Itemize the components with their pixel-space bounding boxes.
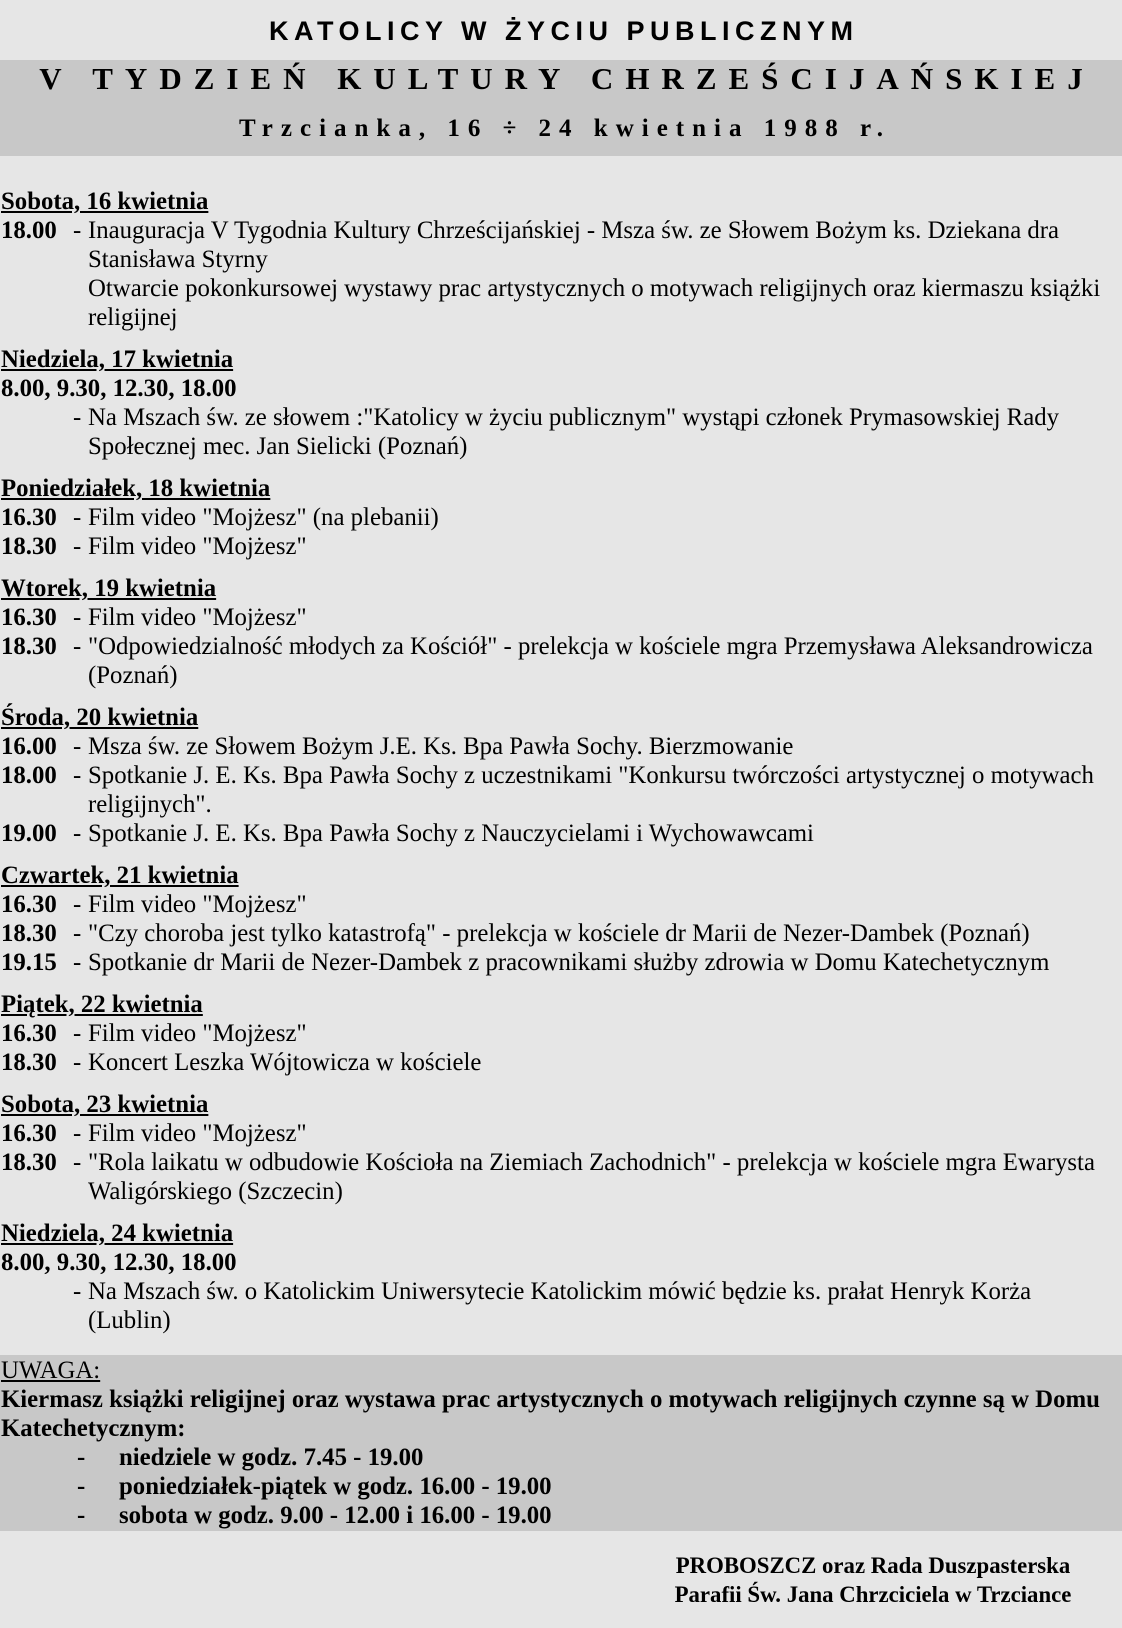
event-description-continued: Stanisława Styrny (88, 246, 268, 273)
event-line (0, 503, 1122, 532)
event-line (0, 274, 1122, 303)
notice-content (0, 1355, 1122, 1530)
day-heading: Piątek, 22 kwietnia (1, 991, 203, 1018)
event-dash: - (73, 1278, 82, 1305)
event-description-continued: Społecznej mec. Jan Sielicki (Poznań) (88, 433, 468, 460)
day-heading: Czwartek, 21 kwietnia (1, 862, 239, 889)
day-piatek-22 (0, 990, 1122, 1077)
event-line (0, 603, 1122, 632)
event-line (0, 1148, 1122, 1177)
event-description: Spotkanie J. E. Ks. Bpa Pawła Sochy z uczestnikami "Konkursu twórczości artystycznej o motywach (88, 762, 1094, 789)
event-time: 18.30 (1, 1149, 57, 1176)
signature-line: PROBOSZCZ oraz Rada Duszpasterska (675, 1553, 1071, 1578)
opening-hours-text: niedziele w godz. 7.45 - 19.00 (119, 1444, 424, 1471)
event-line (0, 532, 1122, 561)
event-description: Film video "Mojżesz" (88, 533, 307, 560)
opening-hours-item (0, 1501, 1122, 1530)
event-time: 18.00 (1, 217, 57, 244)
event-description: Film video "Mojżesz" (88, 891, 307, 918)
event-dash: - (73, 217, 82, 244)
day-czwartek-21 (0, 861, 1122, 977)
event (0, 216, 1122, 332)
day-poniedzialek-18 (0, 474, 1122, 561)
event-dash: - (73, 762, 82, 789)
event-time: 18.30 (1, 533, 57, 560)
day-heading: Środa, 20 kwietnia (1, 704, 199, 731)
title-band (0, 60, 1122, 156)
event-time: 16.30 (1, 1020, 57, 1047)
event-description-continued: religijnych". (88, 791, 212, 818)
event-description: Inauguracja V Tygodnia Kultury Chrześcijańskiej - Msza św. ze Słowem Bożym ks. Dziekana dra (88, 217, 1060, 244)
event-line (0, 919, 1122, 948)
opening-hours-text: sobota w godz. 9.00 - 12.00 i 16.00 - 19.00 (119, 1502, 552, 1529)
event-dash: - (73, 604, 82, 631)
event-dash: - (73, 504, 82, 531)
event-line (0, 1306, 1122, 1335)
event-time: 16.30 (1, 504, 57, 531)
day-heading: Niedziela, 24 kwietnia (1, 1220, 234, 1247)
event-line (0, 216, 1122, 245)
list-bullet: - (77, 1502, 86, 1529)
signature (648, 1551, 1098, 1609)
event-time: 18.00 (1, 762, 57, 789)
event-line (0, 948, 1122, 977)
notice-text: Kiermasz książki religijnej oraz wystawa prac artystycznych o motywach religijnych czynne są w Domu (1, 1386, 1100, 1413)
day-heading: Sobota, 16 kwietnia (1, 188, 209, 215)
event-dash: - (73, 920, 82, 947)
day-niedziela-17 (0, 345, 1122, 461)
list-bullet: - (77, 1444, 86, 1471)
event-description-continued: religijnej (88, 304, 178, 331)
event-description: Film video "Mojżesz" (88, 604, 307, 631)
event-description: Msza św. ze Słowem Bożym J.E. Ks. Bpa Pawła Sochy. Bierzmowanie (88, 733, 794, 760)
event-time: 16.00 (1, 733, 57, 760)
day-heading: Wtorek, 19 kwietnia (1, 575, 217, 602)
event-description-continued: (Lublin) (88, 1307, 171, 1334)
event-description: Spotkanie dr Marii de Nezer-Dambek z pracownikami służby zdrowia w Domu Katechetycznym (88, 949, 1050, 976)
event-line (0, 1119, 1122, 1148)
event-dash: - (73, 533, 82, 560)
event-description: Na Mszach św. ze słowem :"Katolicy w życiu publicznym" wystąpi członek Prymasowskiej Rady (88, 404, 1060, 431)
event-line (0, 303, 1122, 332)
event-line (0, 1048, 1122, 1077)
event-line (0, 732, 1122, 761)
event-times: 8.00, 9.30, 12.30, 18.00 (1, 1249, 237, 1276)
event-description: Film video "Mojżesz" (88, 1020, 307, 1047)
event-line (0, 890, 1122, 919)
event-description: Koncert Leszka Wójtowicza w kościele (88, 1049, 482, 1076)
event-dash: - (73, 949, 82, 976)
event-time: 19.15 (1, 949, 57, 976)
page-subtitle: Trzcianka, 16 ÷ 24 kwietnia 1988 r. (238, 115, 892, 142)
event-dash: - (73, 820, 82, 847)
event-description: "Rola laikatu w odbudowie Kościoła na Ziemiach Zachodnich" - prelekcja w kościele mgra Ewarysta (88, 1149, 1095, 1176)
event-dash: - (73, 891, 82, 918)
event-description: Film video "Mojżesz" (88, 1120, 307, 1147)
event-description: Spotkanie J. E. Ks. Bpa Pawła Sochy z Nauczycielami i Wychowawcami (88, 820, 814, 847)
event-time: 16.30 (1, 604, 57, 631)
event-dash: - (73, 404, 82, 431)
event-dash: - (73, 633, 82, 660)
day-heading: Niedziela, 17 kwietnia (1, 346, 234, 373)
event (0, 1248, 1122, 1335)
event-time: 16.30 (1, 891, 57, 918)
event-line (0, 1019, 1122, 1048)
notice-label: UWAGA: (1, 1357, 101, 1384)
event-description: Film video "Mojżesz" (na plebanii) (88, 504, 439, 531)
notice-text: Katechetycznym: (1, 1415, 186, 1442)
event-time: 18.30 (1, 633, 57, 660)
header-kicker: KATOLICY W ŻYCIU PUBLICZNYM (269, 16, 859, 46)
opening-hours-item (0, 1443, 1122, 1472)
event (0, 374, 1122, 461)
event-time: 18.30 (1, 1049, 57, 1076)
day-wtorek-19 (0, 574, 1122, 690)
event-line (0, 761, 1122, 790)
event-dash: - (73, 1049, 82, 1076)
event-description-continued: Waligórskiego (Szczecin) (88, 1178, 343, 1205)
event-dash: - (73, 1020, 82, 1047)
signature-line: Parafii Św. Jana Chrzciciela w Trzciance (674, 1582, 1072, 1607)
event-dash: - (73, 733, 82, 760)
day-heading: Poniedziałek, 18 kwietnia (1, 475, 271, 502)
opening-hours-item (0, 1472, 1122, 1501)
day-sobota-23 (0, 1090, 1122, 1206)
event-time: 16.30 (1, 1120, 57, 1147)
notice-band (0, 1355, 1122, 1531)
event-description: "Odpowiedzialność młodych za Kościół" - prelekcja w kościele mgra Przemysława Aleksandrowicza (88, 633, 1093, 660)
event-dash: - (73, 1120, 82, 1147)
event-description: Na Mszach św. o Katolickim Uniwersytecie Katolickim mówić będzie ks. prałat Henryk Korża (88, 1278, 1032, 1305)
event-description: "Czy choroba jest tylko katastrofą" - prelekcja w kościele dr Marii de Nezer-Dambek (Poznań) (88, 920, 1030, 947)
event-line (0, 245, 1122, 274)
list-bullet: - (77, 1473, 86, 1500)
event-time: 19.00 (1, 820, 57, 847)
event-line (0, 819, 1122, 848)
event-line (0, 1277, 1122, 1306)
event-time: 18.30 (1, 920, 57, 947)
event-times: 8.00, 9.30, 12.30, 18.00 (1, 375, 237, 402)
page-title: V TYDZIEŃ KULTURY CHRZEŚCIJAŃSKIEJ (39, 61, 1095, 96)
day-niedziela-24 (0, 1219, 1122, 1335)
opening-hours-text: poniedziałek-piątek w godz. 16.00 - 19.00 (119, 1473, 552, 1500)
day-sobota-16 (0, 187, 1122, 332)
event-line (0, 661, 1122, 690)
event-dash: - (73, 1149, 82, 1176)
day-sroda-20 (0, 703, 1122, 848)
event-line (0, 632, 1122, 661)
event-description-continued: Otwarcie pokonkursowej wystawy prac artystycznych o motywach religijnych oraz kiermaszu książki (88, 275, 1101, 302)
day-heading: Sobota, 23 kwietnia (1, 1091, 209, 1118)
event-line (0, 790, 1122, 819)
event-line (0, 432, 1122, 461)
event-line (0, 403, 1122, 432)
event-line (0, 1177, 1122, 1206)
event-description-continued: (Poznań) (88, 662, 178, 689)
schedule (0, 187, 1122, 1335)
